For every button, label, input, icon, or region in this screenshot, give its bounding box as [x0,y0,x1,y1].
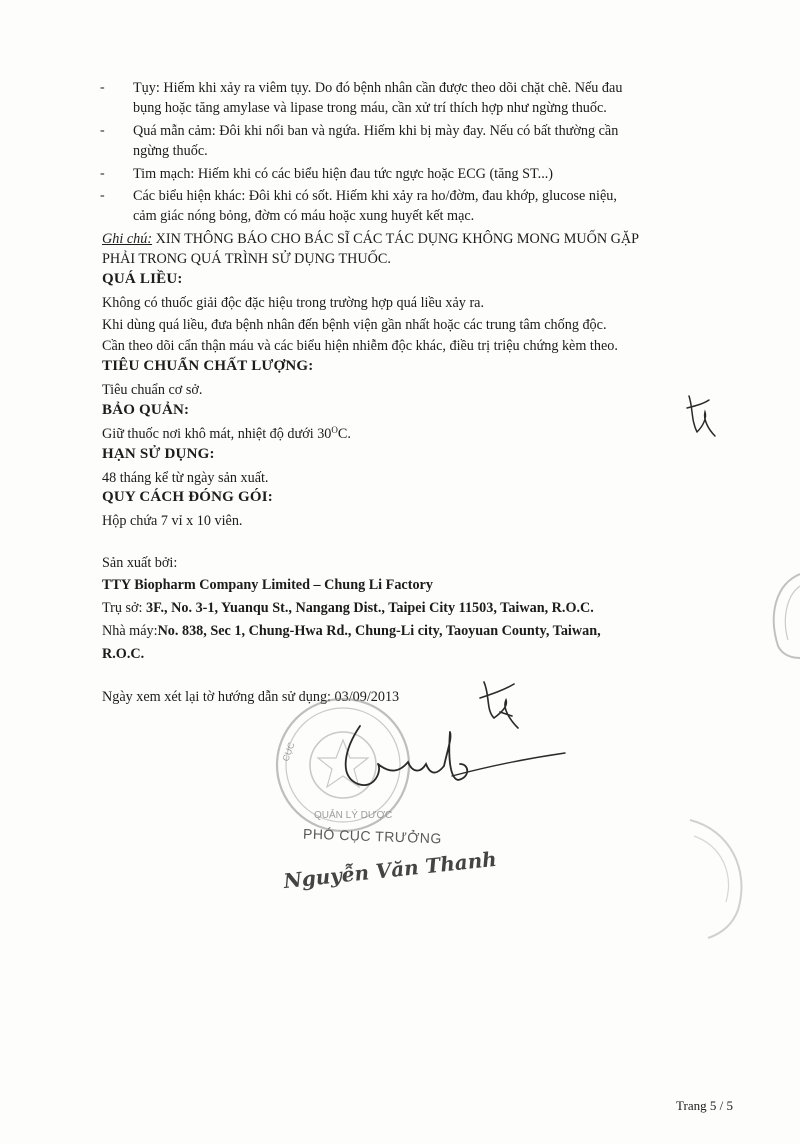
note-label: Ghi chú: [102,231,153,247]
factory-label: Nhà máy: [102,623,158,639]
overdose-line3: Cần theo dõi cẩn thận máu và các biểu hiện nhiễm độc khác, điều trị triệu chứng kèm theo. [102,338,618,354]
initials-signature [472,676,527,736]
shelf-life-heading: HẠN SỬ DỤNG: [102,446,215,462]
side-effect-1-line1: Tụy: Hiếm khi xảy ra viêm tụy. Do đó bệnh nhân cần được theo dõi chặt chẽ. Nếu đau [133,80,623,96]
manufacturer-factory [102,621,601,641]
page-number: Trang 5 / 5 [676,1098,733,1113]
packaging-text: Hộp chứa 7 vỉ x 10 viên. [102,513,243,529]
stamp-bottom-text: QUẢN LÝ DƯỢC [314,810,393,821]
side-effect-4-line1: Các biểu hiện khác: Đôi khi có sốt. Hiếm khi xảy ra ho/đờm, đau khớp, glucose niệu, [133,188,617,204]
hq-address: 3F., No. 3-1, Yuanqu St., Nangang Dist., Taipei City 11503, Taiwan, R.O.C. [146,600,594,616]
storage-heading: BẢO QUẢN: [102,402,190,418]
storage-text-main: Giữ thuốc nơi khô mát, nhiệt độ dưới 30 [102,426,332,442]
quality-heading: TIÊU CHUẨN CHẤT LƯỢNG: [102,358,314,374]
storage-text-unit: C. [337,426,351,442]
side-effect-2-line1: Quá mẫn cảm: Đôi khi nổi ban và ngứa. Hiếm khi bị mày đay. Nếu có bất thường cần [133,123,619,139]
manufacturer-label: Sản xuất bởi: [102,555,178,571]
margin-initials [683,392,719,440]
side-effect-2-line2: ngừng thuốc. [133,143,208,159]
review-date: Ngày xem xét lại tờ hướng dẫn sử dụng: 03/09/2013 [102,689,400,705]
signatory-title: PHÓ CỤC TRƯỞNG [302,825,443,847]
hq-label: Trụ sở: [102,600,147,616]
director-signature [320,718,570,798]
overdose-heading: QUÁ LIỀU: [102,271,183,287]
list-dash: - [100,80,105,95]
manufacturer-name: TTY Biopharm Company Limited – Chung Li Factory [102,577,433,593]
degree-mark: O [331,425,338,435]
quality-text: Tiêu chuẩn cơ sở. [102,382,203,398]
list-dash: - [100,123,105,138]
stamp-left-text: CỤC [280,740,297,763]
side-effect-1-line2: bụng hoặc tăng amylase và lipase trong máu, cần xử trí thích hợp như ngừng thuốc. [133,100,607,116]
factory-address-line2: R.O.C. [102,646,145,662]
overdose-line1: Không có thuốc giải độc đặc hiệu trong trường hợp quá liều xảy ra. [102,295,485,311]
side-effect-3-line1: Tim mạch: Hiếm khi có các biểu hiện đau tức ngực hoặc ECG (tăng ST...) [133,166,554,182]
manufacturer-hq [102,598,594,618]
side-effect-4-line2: cảm giác nóng bỏng, đờm có máu hoặc xung huyết kết mạc. [133,208,475,224]
storage-text [102,424,351,444]
packaging-heading: QUY CÁCH ĐÓNG GÓI: [102,489,273,505]
list-dash: - [100,188,105,203]
list-dash: - [100,166,105,181]
shelf-life-text: 48 tháng kể từ ngày sản xuất. [102,470,269,486]
note-text-1: XIN THÔNG BÁO CHO BÁC SĨ CÁC TÁC DỤNG KHÔNG MONG MUỐN GẶP [152,231,640,247]
overdose-line2: Khi dùng quá liều, đưa bệnh nhân đến bệnh viện gần nhất hoặc các trung tâm chống độc. [102,317,607,333]
note-line2: PHẢI TRONG QUÁ TRÌNH SỬ DỤNG THUỐC. [102,251,391,267]
factory-address: No. 838, Sec 1, Chung-Hwa Rd., Chung-Li city, Taoyuan County, Taiwan, [157,623,601,639]
signatory-name: Nguyễn Văn Thanh [282,846,498,894]
edge-seal-lower [680,810,760,940]
note-line1 [102,229,639,249]
edge-seal-upper [758,570,800,660]
